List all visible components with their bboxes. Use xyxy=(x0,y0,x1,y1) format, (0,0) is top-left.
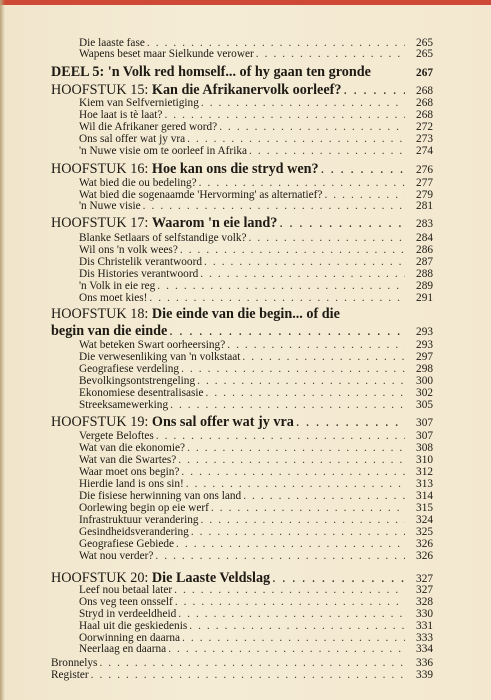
page-number: 276 xyxy=(416,164,433,176)
top-color-band xyxy=(0,0,491,5)
page-number: 265 xyxy=(416,37,433,49)
toc-entry-title: Wat nou verder? xyxy=(79,550,154,562)
toc-entry-title: Geografiese Gebiede xyxy=(79,538,175,550)
toc-entry-title: Wat bied die ou bedeling? xyxy=(79,177,197,189)
page-number: 307 xyxy=(416,417,433,429)
chapter-number: HOOFSTUK 20: xyxy=(51,570,152,586)
toc-entry xyxy=(0,145,491,158)
toc-chapter-heading xyxy=(0,306,491,323)
page-number: 268 xyxy=(416,109,433,121)
chapter-title: Die einde van die begin... of die xyxy=(151,306,340,322)
toc-entry-title: Vergete Beloftes xyxy=(79,430,154,442)
toc-entry-title: Wil ons 'n volk wees? xyxy=(79,244,178,256)
page-number: 334 xyxy=(416,643,433,655)
toc-entry-title: Blanke Setlaars of selfstandige volk? xyxy=(79,232,247,244)
toc-entry-title: Wat van die Swartes? xyxy=(79,454,177,466)
toc-entry-title: Haal uit die geskiedenis xyxy=(79,620,188,632)
page-number: 325 xyxy=(416,526,433,538)
toc-chapter-heading xyxy=(0,323,491,340)
toc-entry-title: Ons sal offer wat jy vra xyxy=(79,133,186,145)
toc-chapter-heading xyxy=(0,215,491,232)
leader-dots xyxy=(89,669,405,682)
toc-entry xyxy=(0,48,491,61)
chapter-number: HOOFSTUK 19: xyxy=(51,414,152,430)
toc-entry-title: Wat beteken Swart oorheersing? xyxy=(79,339,226,351)
page-number: 281 xyxy=(416,200,433,212)
toc-entry-title: 'n Nuwe visie xyxy=(79,200,141,212)
toc-part-heading xyxy=(0,64,491,81)
toc-entry-title: Streeksamewerking xyxy=(79,399,169,411)
page-number: 313 xyxy=(416,478,433,490)
toc-entry-title: Register xyxy=(51,669,89,681)
chapter-number: HOOFSTUK 18: xyxy=(51,306,152,322)
leader-dots xyxy=(153,550,405,563)
toc-entry-title: Dis Christelik verantwoord xyxy=(79,256,202,268)
toc-entry-title: Infrastruktuur verandering xyxy=(79,514,199,526)
toc-entry-title: 'n Nuwe visie om te oorleef in Afrika xyxy=(79,145,247,157)
page-number: 300 xyxy=(416,375,433,387)
page-number: 312 xyxy=(416,466,433,478)
toc-chapter-heading xyxy=(0,161,491,178)
toc-entry-title: Kiem van Selfvernietiging xyxy=(79,97,199,109)
page-number: 331 xyxy=(416,620,433,632)
page-number: 302 xyxy=(416,387,433,399)
page-number: 283 xyxy=(416,218,433,230)
chapter-title: Waarom 'n eie land? xyxy=(151,215,278,231)
page-number: 333 xyxy=(416,632,433,644)
page-number: 287 xyxy=(416,256,433,268)
toc-entry-title: Bronnelys xyxy=(51,657,98,669)
page-number: 336 xyxy=(416,657,433,669)
leader-dots xyxy=(294,414,405,431)
toc-entry-title: Wat van die ekonomie? xyxy=(79,442,186,454)
leader-dots xyxy=(319,161,405,178)
toc-entry-title xyxy=(51,161,319,178)
toc-entry-title: Gesindheidsverandering xyxy=(79,526,189,538)
page-number: 277 xyxy=(416,177,433,189)
chapter-number: HOOFSTUK 16: xyxy=(51,161,152,177)
page-number: 273 xyxy=(416,133,433,145)
page-number: 274 xyxy=(416,145,433,157)
toc-entry-title: Wapens beset maar Sielkunde verower xyxy=(79,48,254,60)
page-number: 315 xyxy=(416,502,433,514)
leader-dots xyxy=(254,48,405,61)
toc-entry-title: Geografiese verdeling xyxy=(79,363,180,375)
toc-entry-title: Leef nou betaal later xyxy=(79,584,173,596)
page-number: 326 xyxy=(416,538,433,550)
toc-entry xyxy=(0,550,491,563)
toc-entry-title: Dis Histories verantwoord xyxy=(79,268,199,280)
toc-entry xyxy=(0,669,491,682)
toc-entry-title: Neerlaag en daarna xyxy=(79,643,167,655)
toc-entry-title: Oorwinning en daarna xyxy=(79,632,181,644)
page-number: 293 xyxy=(416,326,433,338)
page-number: 307 xyxy=(416,430,433,442)
page-number: 288 xyxy=(416,268,433,280)
page-number: 314 xyxy=(416,490,433,502)
page-number: 265 xyxy=(416,48,433,60)
chapter-number: HOOFSTUK 15: xyxy=(51,82,152,98)
toc-entry-title: Wil die Afrikaner gered word? xyxy=(79,121,218,133)
leader-dots xyxy=(141,200,405,213)
toc-entry-title: Hoe laat is tè laat? xyxy=(79,109,163,121)
toc-entry xyxy=(0,200,491,213)
leader-dots xyxy=(277,215,405,232)
toc-entry-title: Hierdie land is ons sin! xyxy=(79,478,184,490)
page-number: 289 xyxy=(416,280,433,292)
chapter-title: Die Laaste Veldslag xyxy=(151,570,271,586)
toc-entry-title: Ons moet kies! xyxy=(79,292,148,304)
toc-entry xyxy=(0,399,491,412)
page-number: 330 xyxy=(416,608,433,620)
page-number: 324 xyxy=(416,514,433,526)
leader-dots xyxy=(166,643,405,656)
page-number: 284 xyxy=(416,232,433,244)
page-number: 326 xyxy=(416,550,433,562)
toc-entry-title: Ekonomiese desentralisasie xyxy=(79,387,204,399)
leader-dots xyxy=(168,399,405,412)
toc-entry xyxy=(0,643,491,656)
chapter-title: Ons sal offer wat jy vra xyxy=(151,414,294,430)
chapter-title: begin van die einde xyxy=(51,323,168,339)
toc-entry xyxy=(0,292,491,305)
page-number: 293 xyxy=(416,339,433,351)
toc-entry-title xyxy=(51,215,277,232)
leader-dots xyxy=(167,323,405,340)
page-number: 297 xyxy=(416,351,433,363)
toc-entry-title: Stryd in verdeeldheid xyxy=(79,608,177,620)
page-number: 268 xyxy=(416,97,433,109)
toc-entry-title: Bevolkingsontstrengeling xyxy=(79,375,196,387)
toc-entry-title: Die verwesenliking van 'n volkstaat xyxy=(79,351,241,363)
chapter-title: Kan die Afrikanervolk oorleef? xyxy=(151,82,342,98)
chapter-title: Hoe kan ons die stryd wen? xyxy=(151,161,319,177)
toc-chapter-heading xyxy=(0,414,491,431)
page-number: 268 xyxy=(416,85,433,97)
page-number: 291 xyxy=(416,292,433,304)
toc-entry-title: Die fisiese herwinning van ons land xyxy=(79,490,242,502)
page-number: 298 xyxy=(416,363,433,375)
leader-dots xyxy=(147,292,405,305)
page-number: 328 xyxy=(416,596,433,608)
toc-entry-title: Waar moet ons begin? xyxy=(79,466,180,478)
toc-entry-title: DEEL 5: 'n Volk red homself... of hy gaan ten gronde xyxy=(51,64,371,80)
page-number: 272 xyxy=(416,121,433,133)
page-number: 327 xyxy=(416,573,433,585)
toc-entry-title xyxy=(51,414,294,431)
page-number: 327 xyxy=(416,584,433,596)
toc-entry-title: 'n Volk in eie reg xyxy=(79,280,156,292)
page-number: 310 xyxy=(416,454,433,466)
toc-entry-title: Die laaste fase xyxy=(79,37,145,49)
toc-entry-title: Ons veg teen onsself xyxy=(79,596,173,608)
page-number: 286 xyxy=(416,244,433,256)
toc-entry-title xyxy=(51,323,167,340)
toc-entry-title xyxy=(51,306,340,323)
chapter-number: HOOFSTUK 17: xyxy=(51,215,152,231)
toc-entry-title: Oorlewing begin op eie werf xyxy=(79,502,209,514)
page-number: 339 xyxy=(416,669,433,681)
toc-entry-title: Wat bied die sogenaamde 'Hervorming' as alternatief? xyxy=(79,189,323,201)
page-number: 279 xyxy=(416,189,433,201)
page-number: 305 xyxy=(416,399,433,411)
page-number: 308 xyxy=(416,442,433,454)
leader-dots xyxy=(247,145,405,158)
page-number: 267 xyxy=(416,67,433,79)
